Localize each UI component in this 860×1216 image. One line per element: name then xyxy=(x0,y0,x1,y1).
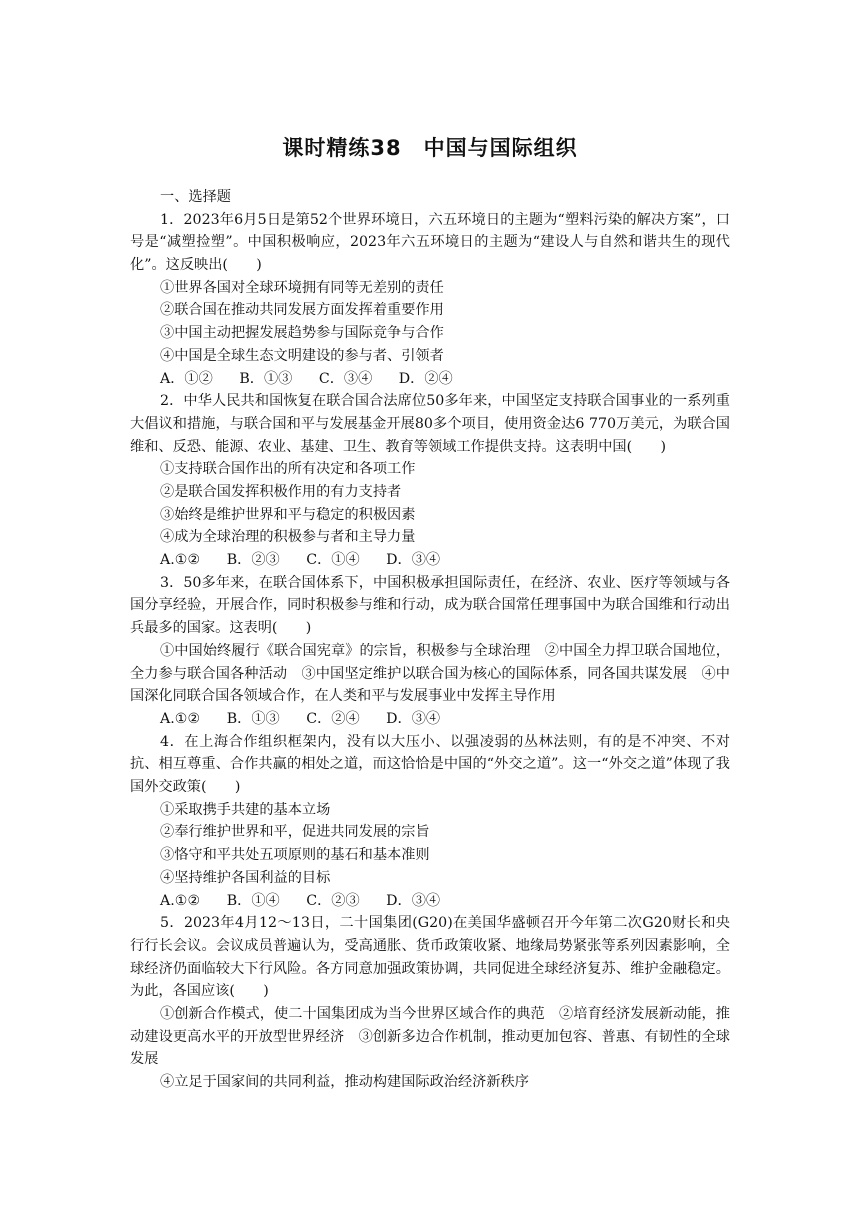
option-a[interactable]: A．①② xyxy=(160,370,213,387)
option-d[interactable]: D．③④ xyxy=(386,552,441,569)
statement-item: ②是联合国发挥积极作用的有力支持者 xyxy=(160,484,402,501)
document-body xyxy=(130,186,730,1094)
statement-item: ①采取携手共建的基本立场 xyxy=(160,801,331,818)
statement-item: ③始终是维护世界和平与稳定的积极因素 xyxy=(160,506,416,523)
statement-item: ③恪守和平共处五项原则的基石和基本准则 xyxy=(160,847,430,864)
statement-item: ④中国是全球生态文明建设的参与者、引领者 xyxy=(160,347,444,364)
option-c[interactable]: C．②③ xyxy=(306,892,360,909)
statement-item: ①支持联合国作出的所有决定和各项工作 xyxy=(160,461,416,478)
option-c[interactable]: C．③④ xyxy=(318,370,373,387)
answer-options xyxy=(130,708,730,731)
option-c[interactable]: C．①④ xyxy=(306,552,360,569)
question-4 xyxy=(130,731,730,913)
option-d[interactable]: D．②④ xyxy=(398,370,453,387)
statement-items-inline: ①创新合作模式，使二十国集团成为当今世界区域合作的典范 ②培育经济发展新动能，推动建设更高水平的开放型世界经济 ③创新多边合作机制，推动更加包容、普惠、有韧性的全球发展 xyxy=(130,1006,730,1068)
option-b[interactable]: B．②③ xyxy=(226,552,280,569)
statement-item: ③中国主动把握发展趋势参与国际竞争与合作 xyxy=(160,325,444,342)
option-b[interactable]: B．①④ xyxy=(226,892,280,909)
option-d[interactable]: D．③④ xyxy=(386,711,441,727)
question-stem: 5．2023年4月12～13日，二十国集团(G20)在美国华盛顿召开今年第二次G20财长和央行行长会议。会议成员普遍认为，受高通胀、货币政策收紧、地缘局势紧张等系列因素影响，全球经济仍面临较大下行风险。各方同意加强政策协调，共同促进全球经济复苏、维护金融稳定。为此，各国应该( ) xyxy=(130,915,730,1000)
question-stem: 1．2023年6月5日是第52个世界环境日，六五环境日的主题为“塑料污染的解决方案”，口号是“减塑捡塑”。中国积极响应，2023年六五环境日的主题为“建设人与自然和谐共生的现代化”。这反映出( ) xyxy=(130,211,730,274)
answer-options xyxy=(130,368,730,391)
answer-options xyxy=(130,890,730,913)
statement-item: ①世界各国对全球环境拥有同等无差别的责任 xyxy=(160,279,444,296)
question-stem: 3．50多年来，在联合国体系下，中国积极承担国际责任，在经济、农业、医疗等领域与各国分享经验，开展合作，同时积极参与维和行动，成为联合国常任理事国中为联合国维和行动出兵最多的国家。这表明( ) xyxy=(130,574,730,637)
option-a[interactable]: A.①② xyxy=(160,552,201,569)
question-5 xyxy=(130,912,730,1094)
option-b[interactable]: B．①③ xyxy=(239,370,293,387)
page-title: 课时精练38 中国与国际组织 xyxy=(282,136,578,160)
option-b[interactable]: B．①③ xyxy=(226,711,280,727)
question-stem: 2．中华人民共和国恢复在联合国合法席位50多年来，中国坚定支持联合国事业的一系列重大倡议和措施，与联合国和平与发展基金开展80多个项目，使用资金达6 770万美元，为联合国维和、反恐、能源、农业、基建、卫生、教育等领域工作提供支持。这表明中国( ) xyxy=(130,393,730,455)
statement-items-inline: ①中国始终履行《联合国宪章》的宗旨，积极参与全球治理 ②中国全力捍卫联合国地位，全力参与联合国各种活动 ③中国坚定维护以联合国为核心的国际体系，同各国共谋发展 ④中国深化同联合国各领域合作，在人类和平与发展事业中发挥主导作用 xyxy=(130,642,730,705)
option-c[interactable]: C．②④ xyxy=(306,711,360,727)
question-2 xyxy=(130,390,730,572)
option-a[interactable]: A.①② xyxy=(160,892,201,909)
question-1 xyxy=(130,209,730,391)
statement-item: ②奉行维护世界和平，促进共同发展的宗旨 xyxy=(160,824,430,841)
statement-item: ②联合国在推动共同发展方面发挥着重要作用 xyxy=(160,302,444,319)
statement-item: ④成为全球治理的积极参与者和主导力量 xyxy=(160,529,416,546)
option-d[interactable]: D．③④ xyxy=(386,892,441,909)
statement-item: ④坚持维护各国利益的目标 xyxy=(160,869,331,886)
statement-item: ④立足于国家间的共同利益，推动构建国际政治经济新秩序 xyxy=(160,1074,529,1091)
section-heading: 一、选择题 xyxy=(160,189,231,205)
question-stem: 4．在上海合作组织框架内，没有以大压小、以强凌弱的丛林法则，有的是不冲突、不对抗、相互尊重、合作共赢的相处之道，而这恰恰是中国的“外交之道”。这一“外交之道”体现了我国外交政策( ) xyxy=(130,733,730,796)
answer-options xyxy=(130,549,730,572)
question-3 xyxy=(130,572,730,731)
option-a[interactable]: A.①② xyxy=(160,711,201,727)
